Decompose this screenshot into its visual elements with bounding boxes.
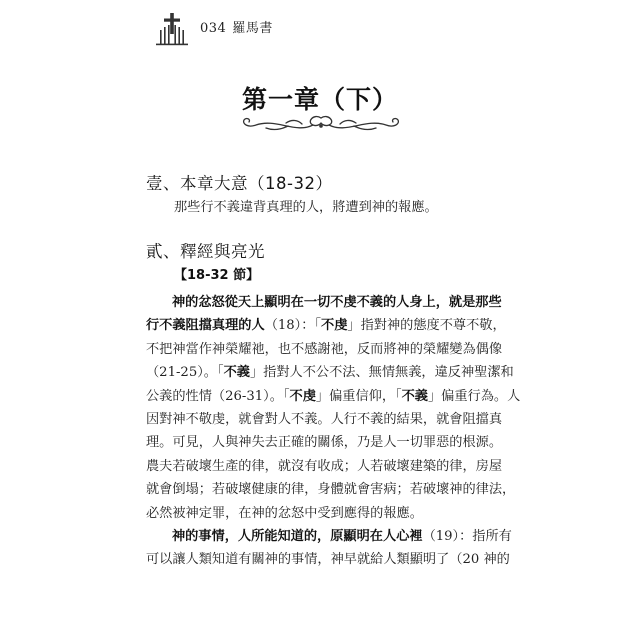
- text-run: 就會倒塌；若破壞健康的律，身體就會害病；若破壞神的律法，: [146, 482, 516, 498]
- text-run: 」指對人不公不法、無情無義，違反神聖潔和: [249, 365, 514, 381]
- text-run: （19）：指所有: [422, 528, 512, 544]
- emphasis-text: 不義: [223, 365, 250, 381]
- book-title: 羅馬書: [232, 21, 273, 36]
- text-run: （21-25）。「: [146, 365, 224, 381]
- verse-range-label: 【18-32 節】: [174, 268, 260, 283]
- section-heading-exegesis: 貳、釋經與亮光: [146, 242, 265, 261]
- text-line: [146, 314, 506, 337]
- text-line: [146, 431, 503, 454]
- text-run: 必然被神定罪，在神的忿怒中受到應得的報應。: [146, 505, 423, 521]
- emphasis-text: 不虔: [289, 388, 316, 404]
- text-line: [146, 291, 502, 314]
- text-line: [146, 478, 516, 501]
- text-line: [146, 548, 510, 571]
- section-heading-summary: 壹、本章大意（18-32）: [146, 174, 333, 193]
- text-run: 公義的性情（26-31）。「: [146, 388, 290, 404]
- body-text: [146, 291, 521, 572]
- emphasis-text: 神的事情，人所能知道的，原顯明在人心裡: [172, 528, 423, 544]
- emphasis-text: 不虔: [321, 318, 348, 334]
- text-line: [146, 361, 514, 384]
- text-run: 可以讓人類知道有關神的事情，神早就給人類顯明了（20 神的: [146, 552, 510, 568]
- running-header: [154, 12, 273, 46]
- text-line: [146, 502, 476, 525]
- text-line: [146, 338, 503, 361]
- church-cross-icon: [154, 12, 190, 46]
- text-run: 」偏重行為。人: [427, 388, 521, 404]
- paragraph-2: [146, 525, 512, 572]
- text-run: 」指對神的態度不尊不敬，: [347, 318, 506, 334]
- chapter-title: 第一章（下）: [241, 85, 398, 114]
- paragraph-1: [146, 291, 521, 525]
- text-line: [146, 408, 503, 431]
- text-run: 不把神當作神榮耀祂，也不感謝祂，反而將神的榮耀變為偶像: [146, 341, 503, 357]
- emphasis-text: 行不義阻擋真理的人: [146, 318, 265, 334]
- text-run: （18）：「: [264, 318, 322, 334]
- text-run: 農夫若破壞生產的律，就沒有收成；人若破壞建築的律，房屋: [146, 458, 503, 474]
- text-line: [146, 525, 512, 548]
- flourish-divider-icon: [236, 114, 406, 136]
- text-line: [146, 385, 521, 408]
- emphasis-text: 不義: [401, 388, 428, 404]
- text-run: 理。可見，人與神失去正確的關係，乃是人一切罪惡的根源。: [146, 435, 503, 451]
- text-run: 」偏重信仰，「: [315, 388, 402, 404]
- section-summary-text: 那些行不義違背真理的人，將遭到神的報應。: [174, 200, 438, 215]
- header-text: [200, 17, 273, 36]
- text-line: [146, 455, 503, 478]
- page-number: 034: [200, 21, 227, 36]
- text-run: 因對神不敬虔，就會對人不義。人行不義的結果，就會阻擋真: [146, 411, 503, 427]
- emphasis-text: 神的忿怒從天上顯明在一切不虔不義的人身上，就是那些: [172, 295, 502, 310]
